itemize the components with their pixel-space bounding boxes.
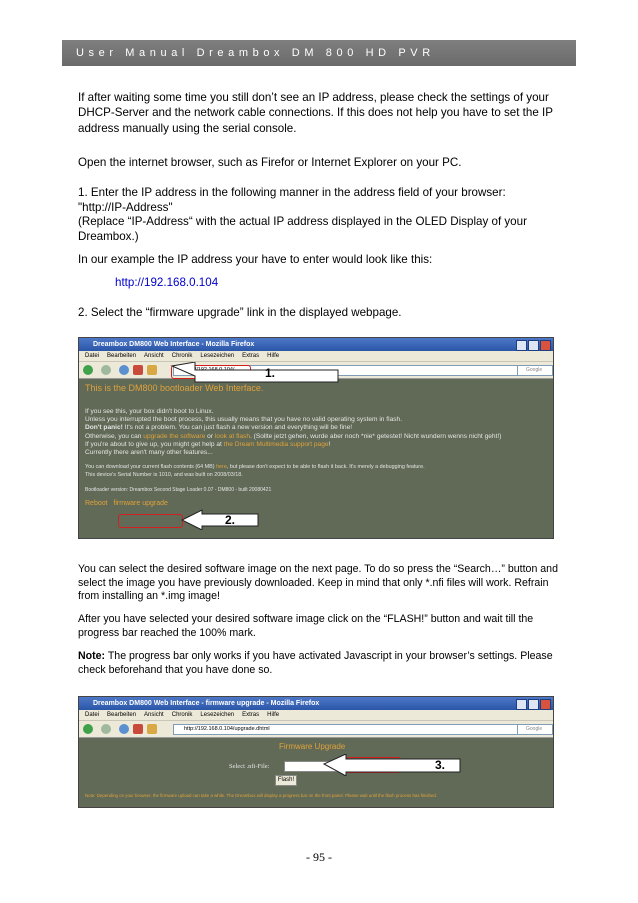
window-titlebar [79, 697, 553, 710]
support-page-link[interactable]: the Dream Multimedia support page [223, 440, 329, 448]
window-titlebar [79, 338, 553, 351]
forward-arrow-icon[interactable] [101, 724, 111, 734]
menu-item-chronik[interactable]: Chronik [171, 353, 193, 359]
paragraph-ip-address: If after waiting some time you still don’t see an IP address, please check the settings of your DHCP-Server and the network cable connections. If this does not help you have to set the IP address manually using the serial console. [78, 91, 553, 135]
menu-item-lesezeichen[interactable]: Lesezeichen [200, 712, 235, 718]
info-line: Unless you interrupted the boot process, this usually means that you have no valid operating system in flash. [85, 416, 403, 424]
menu-item-lesezeichen[interactable]: Lesezeichen [200, 353, 235, 359]
step-1-text: 1. Enter the IP address in the following manner in the address field of your browser: [78, 186, 506, 199]
example-intro: In our example the IP address your have to enter would look like this: [78, 253, 433, 266]
menu-item-ansicht[interactable]: Ansicht [144, 712, 164, 718]
menu-item-datei[interactable]: Datei [85, 712, 100, 718]
menu-item-ansicht[interactable]: Ansicht [144, 353, 164, 359]
address-bar[interactable]: http://192.168.0.104/upgrade.dhtml [173, 724, 520, 735]
maximize-icon[interactable] [528, 699, 539, 710]
step-1-format: "http://IP-Address" [78, 201, 173, 214]
navigation-bar [79, 721, 553, 738]
info-line: You can download your current flash contents (64 MB) here, but please don't expect to be able to flash it back. It's merely a debugging feature. [85, 464, 425, 471]
example-url: http://192.168.0.104 [115, 276, 219, 289]
bootloader-heading: This is the DM800 bootloader Web Interface. [85, 383, 264, 393]
info-line: This device's Serial Number is 1010, and was built on 2008/03/18. [85, 472, 243, 479]
minimize-icon[interactable] [516, 699, 527, 710]
reload-icon[interactable] [119, 724, 129, 734]
info-line: If you see this, your box didn't boot to Linux. [85, 408, 214, 415]
menu-item-bearbeiten[interactable]: Bearbeiten [107, 712, 137, 718]
menu-item-extras[interactable]: Extras [242, 712, 260, 718]
step-1-note: (Replace “IP-Address“ with the actual IP address displayed in the OLED Display of your Dreambox.) [78, 215, 527, 244]
page-number: - 95 - [306, 850, 332, 864]
maximize-icon[interactable] [528, 340, 539, 351]
back-arrow-icon[interactable] [83, 365, 93, 375]
bootloader-page [79, 379, 553, 512]
paragraph-flash: After you have selected your desired software image click on the “FLASH!” button and wait till the progress bar reached the 100% mark. [78, 613, 534, 639]
window-title: Dreambox DM800 Web Interface - Mozilla Firefox [93, 341, 255, 348]
callout-3-label: 3. [434, 758, 445, 772]
menu-bar [79, 351, 553, 362]
upgrade-software-link[interactable]: upgrade the software [143, 432, 206, 440]
close-icon[interactable] [540, 699, 551, 710]
minimize-icon[interactable] [516, 340, 527, 351]
close-icon[interactable] [540, 340, 551, 351]
firmware-upgrade-link[interactable]: firmware upgrade [113, 499, 168, 507]
info-line: Currently there aren't many other features... [85, 449, 213, 457]
home-icon[interactable] [147, 724, 157, 734]
paragraph-open-browser: Open the internet browser, such as Firefor or Internet Explorer on your PC. [78, 156, 462, 169]
bottom-links [85, 500, 547, 508]
home-icon[interactable] [147, 365, 157, 375]
header-title: User Manual Dreambox DM 800 HD PVR [76, 47, 435, 59]
flash-button[interactable]: Flash! [275, 775, 297, 786]
info-line: If you're about to give up, you might get help at the Dream Multimedia support page! [85, 440, 331, 448]
menu-item-extras[interactable]: Extras [242, 353, 260, 359]
info-line: Don't panic! It's not a problem. You can just flash a new version and everything will be fine! [85, 424, 353, 432]
file-label: Select .nfi-File: [229, 763, 270, 770]
stop-icon[interactable] [133, 724, 143, 734]
callout-1-label: 1. [264, 366, 275, 380]
upgrade-page [79, 738, 553, 807]
menu-item-bearbeiten[interactable]: Bearbeiten [107, 353, 137, 359]
paragraph-select-image: You can select the desired software image on the next page. To do so press the “Search…” button and select the image you have previously downloaded. Keep in mind that only *.nfi files will work. Refrain from installing an *.img image! [78, 563, 558, 602]
stop-icon[interactable] [133, 365, 143, 375]
menu-item-hilfe[interactable]: Hilfe [267, 353, 280, 359]
forward-arrow-icon[interactable] [101, 365, 111, 375]
note-label: Note: [78, 650, 106, 662]
window-title: Dreambox DM800 Web Interface - firmware upgrade - Mozilla Firefox [93, 700, 320, 707]
look-at-flash-link[interactable]: look at flash [214, 432, 250, 440]
menu-item-chronik[interactable]: Chronik [171, 712, 193, 718]
menu-bar [79, 710, 553, 721]
download-flash-link[interactable]: here [216, 464, 227, 471]
note-text: The progress bar only works if you have activated Javascript in your browser’s settings. Please check beforehand that you have done so. [78, 650, 553, 676]
highlight-firmware-upgrade [118, 514, 183, 528]
page-header [62, 40, 576, 66]
browser-screenshot-upgrade [78, 696, 554, 808]
search-box[interactable]: Google [517, 365, 553, 376]
menu-item-hilfe[interactable]: Hilfe [267, 712, 280, 718]
bootloader-version: Bootloader version: Dreambox Second Stage Loader 0.07 - DM800 - built 20080421 [85, 486, 272, 493]
reload-icon[interactable] [119, 365, 129, 375]
menu-item-datei[interactable]: Datei [85, 353, 100, 359]
back-arrow-icon[interactable] [83, 724, 93, 734]
callout-2-label: 2. [224, 513, 235, 527]
note-paragraph [78, 650, 568, 677]
upgrade-footer-note: Note: Depending on your browser, the firmware upload can take a while. The Dreambox will display a progress bar on the front panel. Please wait until the flash process has finished. [85, 793, 438, 798]
step-2-text: 2. Select the “firmware upgrade” link in the displayed webpage. [78, 306, 402, 319]
search-box[interactable]: Google [517, 724, 553, 735]
upgrade-heading: Firmware Upgrade [279, 742, 346, 751]
info-line: Otherwise, you can upgrade the software or look at flash. (Sollte jetzt gehen, wurde aber noch *nie* getestet! Nicht wundern wenns nicht geht!) [85, 432, 502, 440]
reboot-link[interactable]: Reboot [85, 499, 108, 507]
